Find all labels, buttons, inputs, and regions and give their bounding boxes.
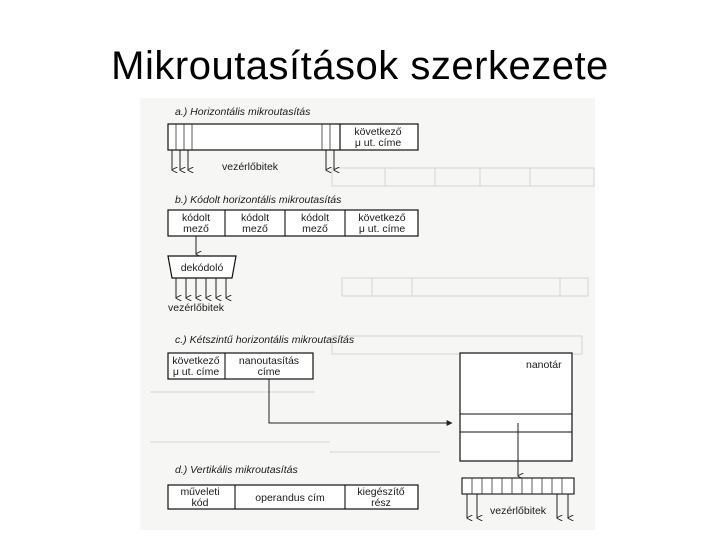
section-b-next-field-line2: μ ut. címe <box>358 223 406 235</box>
section-b-field3-line2: mező <box>302 223 328 235</box>
section-a-next-field-line1: következő <box>354 126 402 138</box>
nanostore-label: nanotár <box>526 359 562 371</box>
section-c-next-field-line2: μ ut. címe <box>172 366 220 378</box>
section-b-control-arrows <box>176 278 226 298</box>
section-c-heading: c.) Kétszintű horizontális mikroutasítás <box>175 334 355 346</box>
section-d-vertical <box>168 464 418 509</box>
section-a-next-field-line2: μ ut. címe <box>354 137 402 149</box>
section-c-control-bits-label: vezérlőbitek <box>490 505 547 517</box>
section-d-operand-label: operandus cím <box>255 492 325 504</box>
section-b-field1-line2: mező <box>183 223 209 235</box>
nano-control-word <box>462 478 574 494</box>
section-b-field2-line2: mező <box>242 223 268 235</box>
section-b-field3-line1: kódolt <box>300 212 330 224</box>
section-b-field1-line1: kódolt <box>181 212 211 224</box>
section-d-opcode-line2: kód <box>191 497 209 509</box>
section-c-nano-field-line2: címe <box>257 366 281 378</box>
section-d-extra-line2: rész <box>371 497 391 509</box>
section-b-control-bits-label: vezérlőbitek <box>168 302 225 314</box>
section-c-nano-field-line1: nanoutasítás <box>238 355 300 367</box>
section-d-opcode-line1: műveleti <box>180 486 220 498</box>
section-b-field2-line1: kódolt <box>240 212 270 224</box>
section-a-horizontal <box>168 106 418 173</box>
section-a-control-bits-label: vezérlőbitek <box>222 161 279 173</box>
section-d-heading: d.) Vertikális mikroutasítás <box>175 464 298 476</box>
section-b-heading: b.) Kódolt horizontális mikroutasítás <box>175 194 342 206</box>
section-c-next-field-line1: következő <box>172 355 220 367</box>
section-b-next-field-line1: következő <box>358 212 406 224</box>
decoder-label: dekódoló <box>180 262 224 274</box>
nano-address-arrow <box>269 379 452 423</box>
slide-title: Mikroutasítások szerkezete <box>111 44 609 88</box>
section-a-heading: a.) Horizontális mikroutasítás <box>175 106 311 118</box>
section-d-extra-line1: kiegészítő <box>357 486 405 498</box>
